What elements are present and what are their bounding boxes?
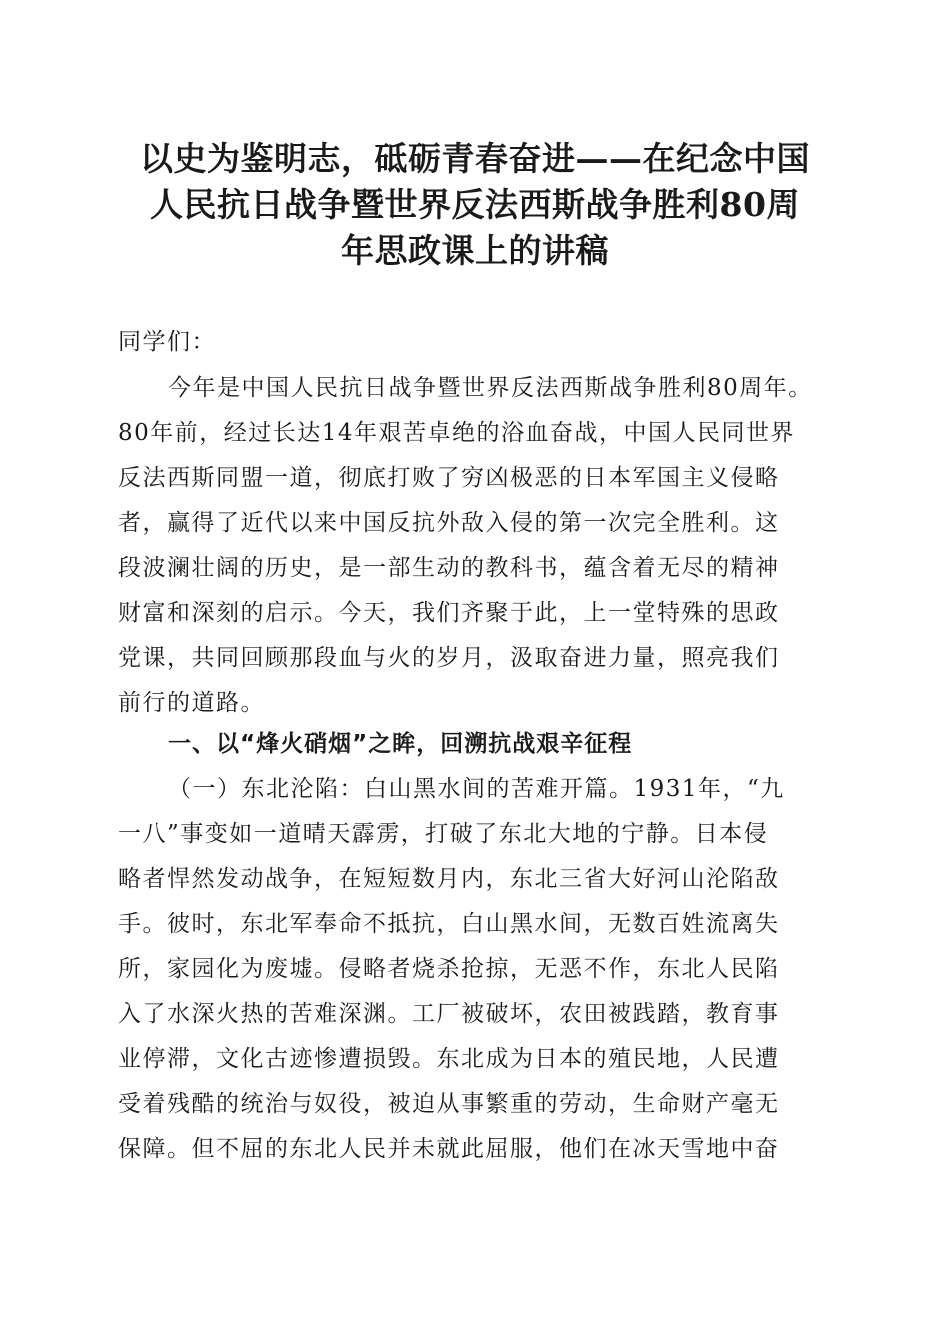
paragraph-line: 段波澜壮阔的历史，是一部生动的教科书，蕴含着无尽的精神 <box>118 555 780 581</box>
section-heading: 一、以“烽火硝烟”之眸，回溯抗战艰辛征程 <box>168 731 633 757</box>
paragraph-line: 前行的道路。 <box>118 690 265 716</box>
paragraph-line: 受着残酷的统治与奴役，被迫从事繁重的劳动，生命财产毫无 <box>118 1091 780 1117</box>
paragraph-line: 入了水深火热的苦难深渊。工厂被破坏，农田被践踏，教育事 <box>118 1001 780 1027</box>
paragraph-line: 80年前，经过长达14年艰苦卓绝的浴血奋战，中国人民同世界 <box>118 420 796 446</box>
paragraph-line: 略者悍然发动战争，在短短数月内，东北三省大好河山沦陷敌 <box>118 866 780 892</box>
paragraph-line: （一）东北沦陷：白山黑水间的苦难开篇。1931年，“九 <box>168 776 785 802</box>
title-line-3: 年思政课上的讲稿 <box>341 231 609 270</box>
paragraph-intro <box>118 366 838 726</box>
paragraph-line: 今年是中国人民抗日战争暨世界反法西斯战争胜利80周年。 <box>168 375 813 401</box>
paragraph-line: 手。彼时，东北军奉命不抵抗，白山黑水间，无数百姓流离失 <box>118 911 780 937</box>
paragraph-line: 者，赢得了近代以来中国反抗外敌入侵的第一次完全胜利。这 <box>118 510 780 536</box>
paragraph-line: 一八”事变如一道晴天霹雳，打破了东北大地的宁静。日本侵 <box>118 821 769 847</box>
paragraph-line: 业停滞，文化古迹惨遭损毁。东北成为日本的殖民地，人民遭 <box>118 1046 780 1072</box>
paragraph-line: 保障。但不屈的东北人民并未就此屈服，他们在冰天雪地中奋 <box>118 1136 780 1162</box>
document-title <box>110 136 840 274</box>
paragraph-line: 所，家园化为废墟。侵略者烧杀抢掠，无恶不作，东北人民陷 <box>118 956 780 982</box>
paragraph-line: 党课，共同回顾那段血与火的岁月，汲取奋进力量，照亮我们 <box>118 645 780 671</box>
paragraph-northeast <box>118 767 838 1172</box>
salutation: 同学们： <box>118 329 216 355</box>
title-line-1: 以史为鉴明志，砥砺青春奋进——在纪念中国 <box>140 139 810 178</box>
paragraph-line: 反法西斯同盟一道，彻底打败了穷凶极恶的日本军国主义侵略 <box>118 465 780 491</box>
title-line-2: 人民抗日战争暨世界反法西斯战争胜利80周 <box>150 185 800 224</box>
paragraph-line: 财富和深刻的启示。今天，我们齐聚于此，上一堂特殊的思政 <box>118 600 780 626</box>
